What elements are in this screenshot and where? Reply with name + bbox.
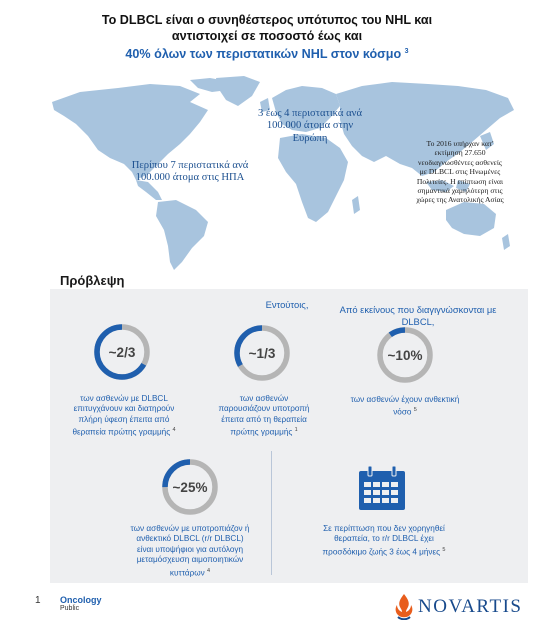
stat-value: ~1/3 — [248, 345, 276, 361]
stat-text: των ασθενών με DLBCL επιτυγχάνουν και διατηρούν πλήρη ύφεση έπειτα από θεραπεία πρώτης γραμμής — [72, 394, 175, 437]
stat-description-complete-remission — [70, 394, 178, 438]
south-america-shape — [156, 200, 208, 270]
page-number: 1 — [35, 595, 41, 606]
stat-value: ~2/3 — [108, 344, 136, 360]
survival-description — [314, 524, 454, 558]
stat-gauge-refractory — [376, 326, 434, 384]
calendar-icon — [357, 465, 407, 511]
stat-reference: 1 — [294, 427, 298, 434]
stat-reference: 4 — [207, 567, 211, 574]
brand-wordmark: NOVARTIS — [418, 596, 523, 617]
survival-text: Σε περίπτωση που δεν χορηγηθεί θεραπεία, το r/r DLBCL έχει προσδόκιμο ζωής 3 έως 4 μήνες — [322, 524, 445, 557]
title-line-3 — [20, 44, 514, 63]
stat-value: ~25% — [172, 479, 208, 495]
stat-reference: 5 — [413, 407, 417, 414]
stat-text: των ασθενών με υποτροπιάζον ή ανθεκτικό DLBCL (r/r DLBCL) είναι υποψήφιοι για αυτόλογη μεταμόσχευση αιμοποιητικών κυττάρων — [130, 524, 250, 578]
prognosis-title: Πρόβλεψη — [60, 273, 125, 288]
footer-division: Oncology — [60, 595, 102, 605]
footer-classification: Public — [60, 605, 80, 612]
stat-description-relapse — [218, 394, 310, 438]
stat-description-refractory — [350, 395, 460, 419]
title-reference: 3 — [404, 48, 409, 55]
stat-reference: 4 — [172, 427, 176, 434]
intro-however: Εντούτοις, — [265, 299, 309, 310]
stat-description-transplant — [128, 524, 252, 579]
stat-gauge-relapse — [233, 324, 291, 382]
title-highlight: 40% όλων των περιστατικών NHL στον κόσμο — [125, 47, 402, 62]
stat-gauge-complete-remission — [93, 323, 151, 381]
stat-text: των ασθενών παρουσιάζουν υποτροπή έπειτα από τη θεραπεία πρώτης γραμμής — [218, 394, 310, 437]
intro-diagnosed: Από εκείνους που διαγιγνώσκονται με DLBCL, — [339, 304, 497, 327]
panel-divider — [271, 451, 272, 575]
survival-reference: 5 — [442, 546, 446, 553]
page-title — [20, 13, 514, 63]
flame-icon — [393, 592, 415, 620]
stat-text: των ασθενών έχουν ανθεκτική νόσο — [350, 395, 460, 418]
title-line-2: αντιστοιχεί σε ποσοστό έως και — [171, 28, 363, 43]
stat-value: ~10% — [387, 347, 423, 363]
africa-shape — [278, 134, 348, 222]
title-line-1: Το DLBCL είναι ο συνηθέστερος υπότυπος του NHL και — [101, 13, 433, 27]
asia-incidence-note — [416, 139, 504, 205]
europe-incidence-note: 3 έως 4 περιστατικά ανά 100.000 άτομα στην Ευρώπη — [257, 108, 363, 144]
asia-note-text: Το 2016 υπήρχαν κατ' εκτίμηση 27.650 νεοδιαγνωσθέντες ασθενείς με DLBCL στις Ηνωμένες Πολιτείες. Η επίπτωση είναι σημαντικά χαμηλότερη στις χώρες της Ανατολικής Ασίας — [416, 139, 504, 205]
usa-incidence-note: Περίπου 7 περιστατικά ανά 100.000 άτομα στις ΗΠΑ — [131, 160, 249, 184]
novartis-logo — [393, 592, 523, 622]
stat-gauge-transplant-candidates — [161, 458, 219, 516]
australia-shape — [446, 202, 496, 236]
